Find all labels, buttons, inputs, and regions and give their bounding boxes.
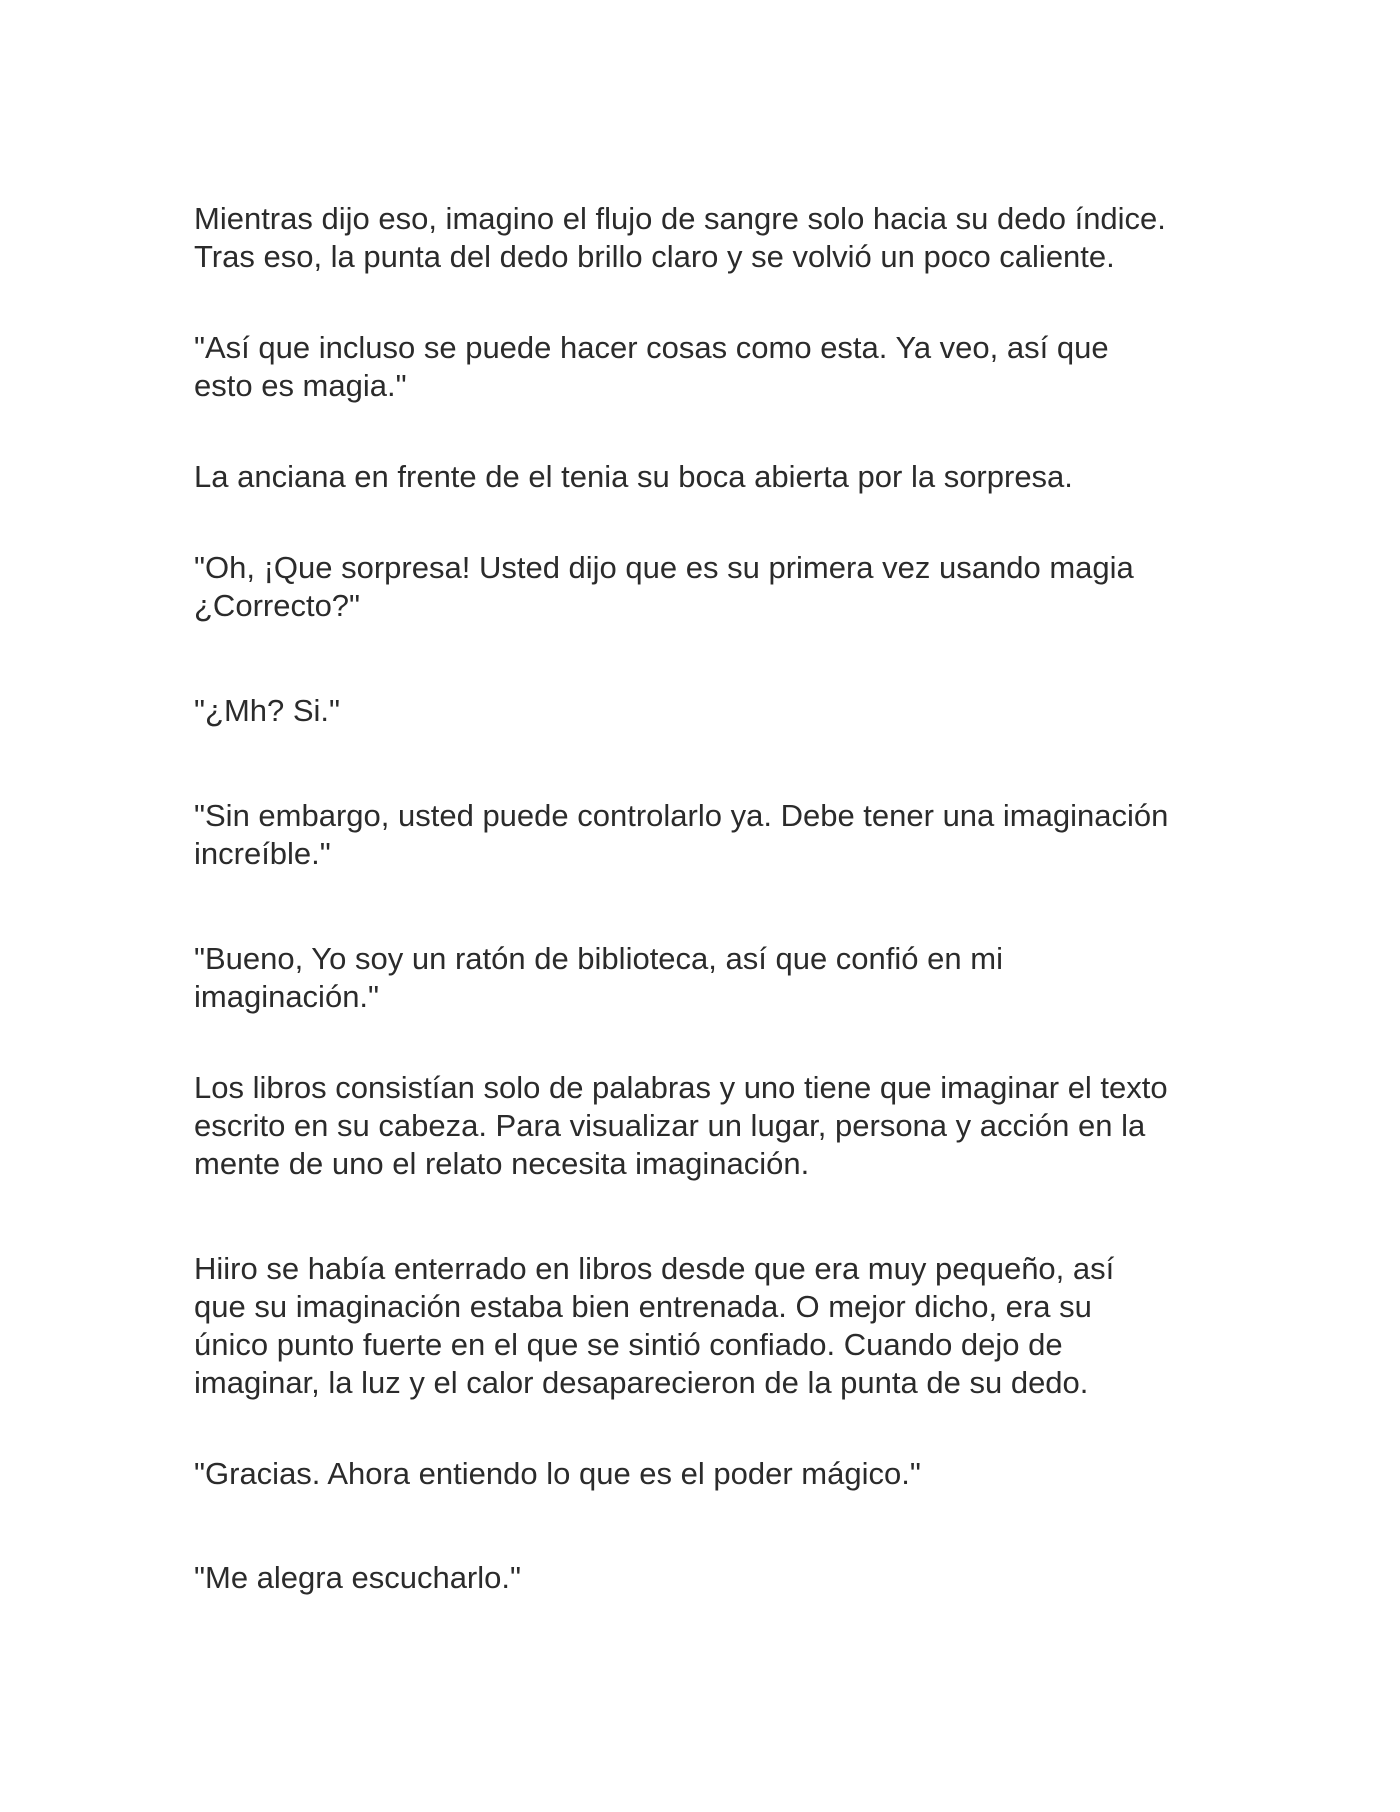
text-line: "Así que incluso se puede hacer cosas como esta. Ya veo, así que (194, 330, 1109, 365)
text-line: "Sin embargo, usted puede controlarlo ya. Debe tener una imaginación (194, 798, 1169, 833)
text-line: que su imaginación estaba bien entrenada. O mejor dicho, era su (194, 1289, 1092, 1324)
text-line: mente de uno el relato necesita imaginación. (194, 1146, 810, 1181)
text-line: imaginación." (194, 979, 380, 1014)
paragraph-9 (194, 1250, 1224, 1402)
paragraph-3 (194, 458, 1224, 496)
paragraph-11 (194, 1559, 1224, 1597)
paragraph-6 (194, 797, 1224, 873)
text-line: Mientras dijo eso, imagino el flujo de sangre solo hacia su dedo índice. (194, 201, 1166, 236)
text-line: increíble." (194, 836, 331, 871)
text-line: "Me alegra escucharlo." (194, 1560, 521, 1595)
paragraph-8 (194, 1069, 1224, 1183)
text-line: Hiiro se había enterrado en libros desde que era muy pequeño, así (194, 1251, 1115, 1286)
text-line: único punto fuerte en el que se sintió confiado. Cuando dejo de (194, 1327, 1063, 1362)
text-line: esto es magia." (194, 368, 407, 403)
paragraph-10 (194, 1455, 1224, 1493)
text-line: "¿Mh? Si." (194, 693, 341, 728)
paragraph-5 (194, 692, 1224, 730)
paragraph-1 (194, 200, 1224, 276)
text-line: Los libros consistían solo de palabras y uno tiene que imaginar el texto (194, 1070, 1168, 1105)
text-line: escrito en su cabeza. Para visualizar un lugar, persona y acción en la (194, 1108, 1146, 1143)
text-line: "Gracias. Ahora entiendo lo que es el poder mágico." (194, 1456, 921, 1491)
text-line: "Bueno, Yo soy un ratón de biblioteca, así que confió en mi (194, 941, 1003, 976)
text-line: Tras eso, la punta del dedo brillo claro y se volvió un poco caliente. (194, 239, 1115, 274)
text-line: imaginar, la luz y el calor desaparecieron de la punta de su dedo. (194, 1365, 1089, 1400)
text-line: La anciana en frente de el tenia su boca abierta por la sorpresa. (194, 459, 1073, 494)
paragraph-4 (194, 549, 1224, 625)
paragraph-2 (194, 329, 1224, 405)
text-line: "Oh, ¡Que sorpresa! Usted dijo que es su primera vez usando magia (194, 550, 1134, 585)
text-line: ¿Correcto?" (194, 588, 361, 623)
paragraph-7 (194, 940, 1224, 1016)
